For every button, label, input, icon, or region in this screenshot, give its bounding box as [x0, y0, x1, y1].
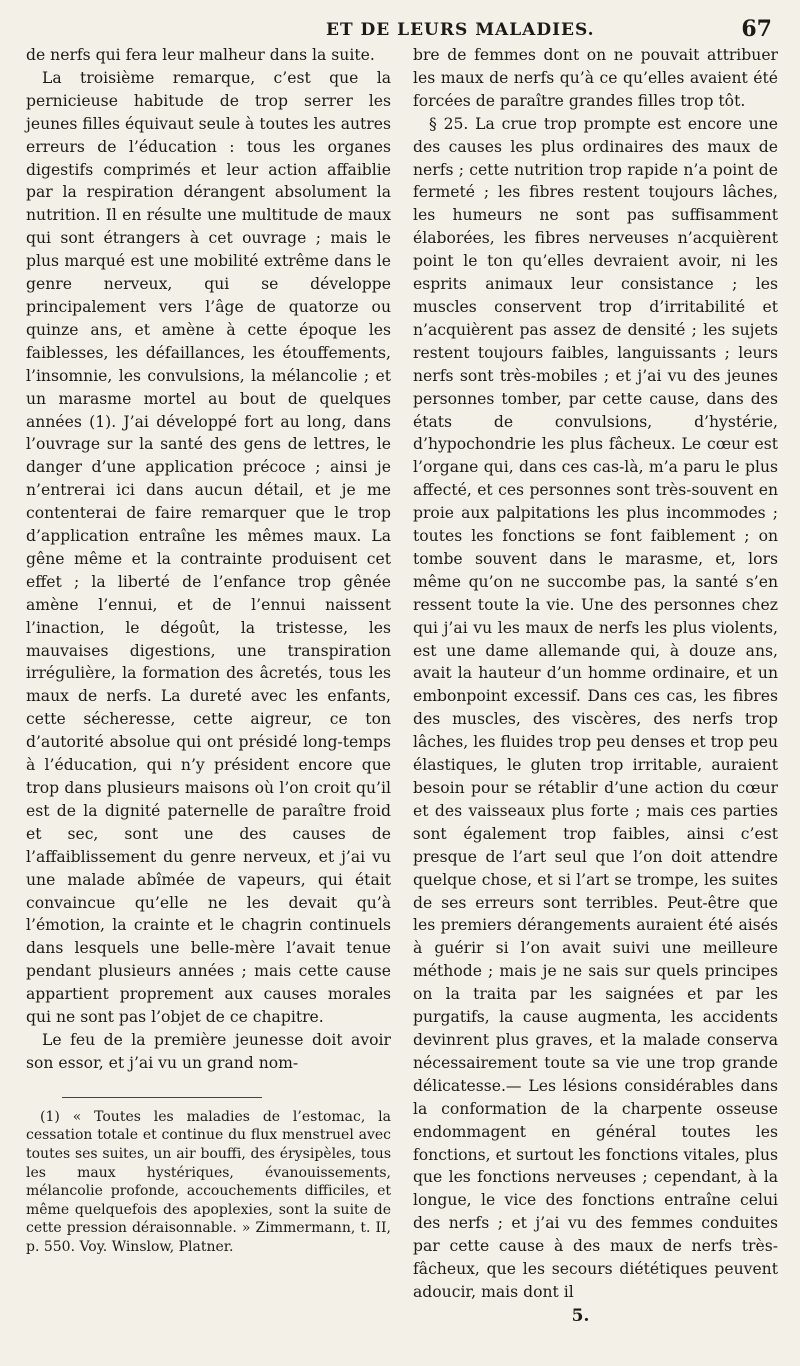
running-head — [26, 14, 778, 44]
footnote-rule — [62, 1097, 262, 1098]
paragraph: bre de femmes dont on ne pouvait attribuer les maux de nerfs qu’à ce qu’elles avaient été forcées de paraître grandes filles trop tôt. — [413, 46, 778, 110]
paragraph: Le feu de la première jeunesse doit avoir son essor, et j’ai vu un grand nom- — [26, 1030, 391, 1072]
page-number: 67 — [741, 16, 772, 42]
paragraph: La troisième remarque, c’est que la pernicieuse habitude de trop serrer les jeunes filles équivaut seule à toutes les autres erreurs de l’éducation : tous les organes digestifs comprimés et leur action affaiblie par la respiration dérangent absolument la nutrition. Il en résulte une multitude de maux qui sont étrangers à cet ouvrage ; mais le plus marqué est une mobilité extrême dans le genre nerveux, qui se développe principalement vers l’âge de quatorze ou quinze ans, et amène à cette époque les faiblesses, les défaillances, les étouffements, l’insomnie, les convulsions, la mélancolie ; et un marasme mortel au bout de quelques années (1). J’ai développé fort au long, dans l’ouvrage sur la santé des gens de lettres, le danger d’une application précoce ; ainsi je n’entrerai ici dans aucun détail, et je me contenterai de faire remarquer que le trop d’application entraîne les mêmes maux. La gêne même et la contrainte produisent cet effet ; la liberté de l’enfance trop gênée amène l’ennui, et de l’ennui naissent l’inaction, le dégoût, la tristesse, les mauvaises digestions, une transpiration irrégulière, la formation des âcretés, tous les maux de nerfs. La dureté avec les enfants, cette sécheresse, cette aigreur, ce ton d’autorité absolue qui ont présidé long-temps à l’éducation, qui n’y président encore que trop dans plusieurs maisons où l’on croit qu’il est de la dignité paternelle de paraître froid et sec, sont une des causes de l’affaiblissement du genre nerveux, et j’ai vu une malade abîmée de vapeurs, qui était convaincue qu’elle ne les devait qu’à l’émotion, la crainte et le chagrin continuels dans lesquels une belle-mère l’avait tenue pendant plusieurs années ; mais cette cause appartient proprement aux causes morales qui ne sont pas l’objet de ce chapitre. — [26, 68, 391, 1027]
right-column — [413, 44, 778, 1326]
paragraph: § 25. La crue trop prompte est encore une des causes les plus ordinaires des maux de nerfs ; cette nutrition trop rapide n’a point de fermeté ; les fibres restent toujours lâches, les humeurs ne sont pas suffisamment élaborées, les fibres nerveuses n’acquièrent point le ton qu’elles devraient avoir, ni les esprits animaux leur consistance ; les muscles conservent trop d’irritabilité et n’acquièrent pas assez de densité ; les sujets restent toujours faibles, languissants ; leurs nerfs sont très-mobiles ; et j’ai vu des jeunes personnes tomber, par cette cause, dans des états de convulsions, d’hystérie, d’hypochondrie les plus fâcheux. Le cœur est l’organe qui, dans ces cas-là, m’a paru le plus affecté, et ces personnes sont très-souvent en proie aux palpitations les plus incommodes ; toutes les fonctions se font faiblement ; on tombe souvent dans le marasme, et, lors même qu’on ne succombe pas, la santé s’en ressent toute la vie. Une des personnes chez qui j’ai vu les maux de nerfs les plus violents, est une dame allemande qui, à douze ans, avait la hauteur d’un homme ordinaire, et un embonpoint excessif. Dans ces cas, les fibres des muscles, des viscères, des nerfs trop lâches, les fluides trop peu denses et trop peu élastiques, le gluten trop irritable, auraient besoin pour se rétablir d’une action du cœur et des vaisseaux plus forte ; mais ces parties sont également trop faibles, ainsi c’est presque de l’art seul que l’on doit attendre quelque chose, et si l’art se trompe, les suites de ses erreurs sont terribles. Peut-être que les premiers dérangements auraient été aisés à guérir si l’on avait suivi une meilleure méthode ; mais je ne sais sur quels principes on la traita par les saignées et par les purgatifs, la cause augmenta, les accidents devinrent plus graves, et la malade conserva nécessairement toute sa vie une trop grande délicatesse.— Les lésions considérables dans la conformation de la charpente osseuse endommagent en général toutes les fonctions, et surtout les fonctions vitales, plus que les fonctions nerveuses ; cependant, à la longue, le vice des fonctions entraîne celui des nerfs ; et j’ai vu des femmes conduites par cette cause à des maux de nerfs très-fâcheux, que les secours diététiques peuvent adoucir, mais dont il — [413, 114, 778, 1301]
signature-mark: 5. — [571, 1305, 590, 1326]
left-column — [26, 44, 391, 1326]
paragraph: de nerfs qui fera leur malheur dans la suite. — [26, 46, 375, 64]
running-title: ET DE LEURS MALADIES. — [326, 20, 595, 40]
footnote — [26, 1108, 391, 1257]
footnote-text: (1) « Toutes les maladies de l’estomac, la cessation totale et continue du flux menstruel avec toutes ses suites, un air bouffi, des érysipèles, tous les maux hystériques, évanouissements, mélancolie profonde, accouchements difficiles, et même quelquefois des apoplexies, sont la suite de cette pression déraisonnable. » Zimmermann, t. II, p. 550. Voy. Winslow, Platner. — [26, 1108, 391, 1255]
text-columns — [26, 44, 778, 1326]
